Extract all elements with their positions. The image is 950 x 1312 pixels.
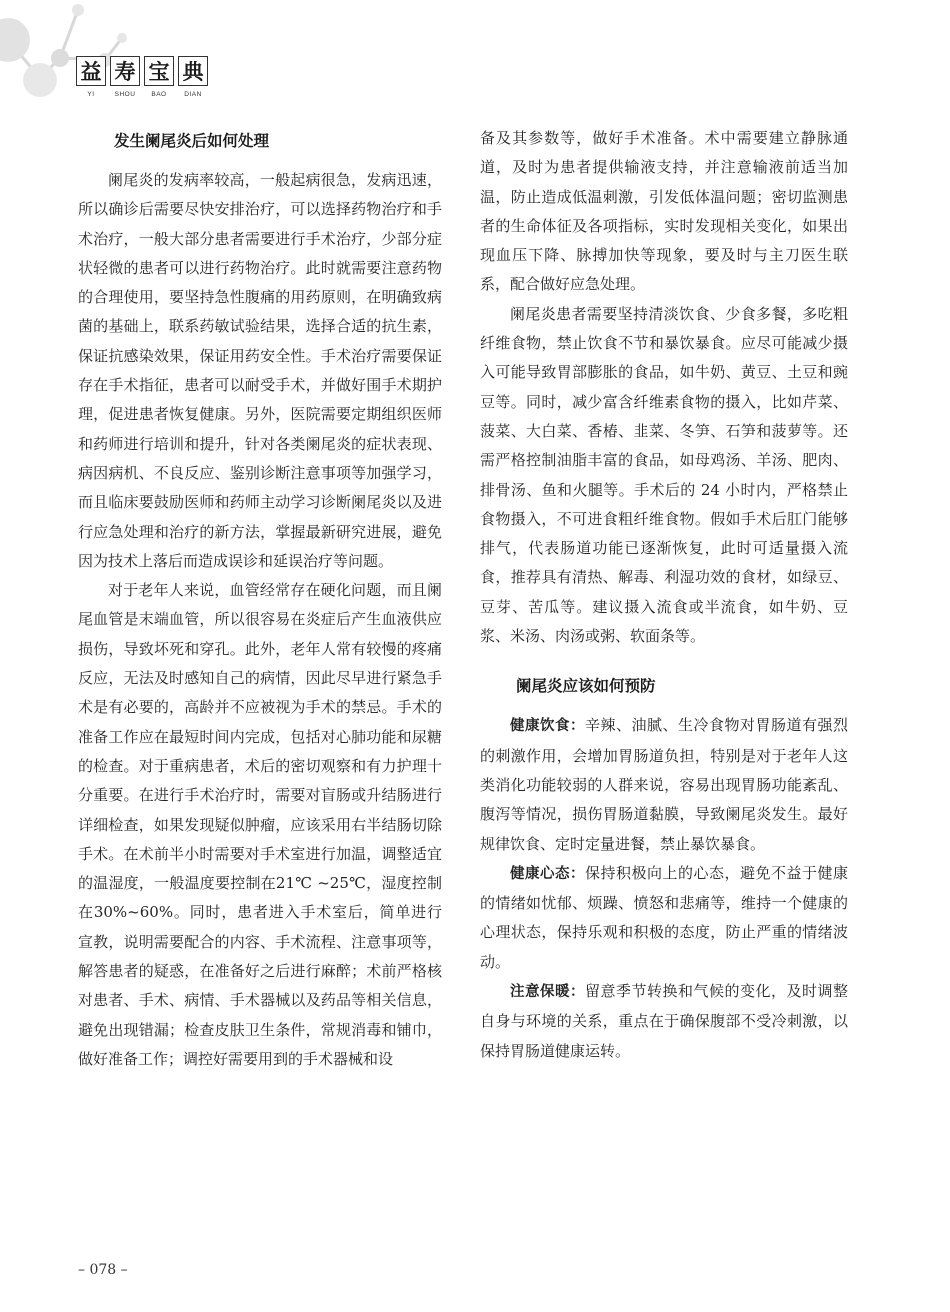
section-heading-treatment: 发生阑尾炎后如何处理 — [114, 132, 270, 150]
right-column — [480, 124, 848, 1066]
masthead-char: 益 — [76, 56, 106, 86]
prevention-item-text: 留意季节转换和气候的变化，及时调整自身与环境的关系，重点在于确保腹部不受冷刺激，以保持胃肠道健康运转。 — [480, 982, 848, 1060]
masthead-pinyin — [76, 91, 208, 98]
prevention-item — [480, 711, 848, 858]
prevention-item-label: 健康饮食： — [510, 718, 585, 735]
masthead-char: 宝 — [144, 56, 174, 86]
body-paragraph: 阑尾炎患者需要坚持清淡饮食、少食多餐，多吃粗纤维食物，禁止饮食不节和暴饮暴食。应尽可能减少摄入可能导致胃部膨胀的食品，如牛奶、黄豆、土豆和豌豆等。同时，减少富含纤维素食物的摄入，比如芹菜、菠菜、大白菜、香椿、韭菜、冬笋、石笋和菠萝等。还需严格控制油脂丰富的食品，如母鸡汤、羊汤、肥肉、排骨汤、鱼和火腿等。手术后的 24 小时内，严格禁止食物摄入，不可进食粗纤维食物。假如手术后肛门能够排气，代表肠道功能已逐渐恢复，此时可适量摄入流食，推荐具有清热、解毒、利湿功效的食材，如绿豆、豆芽、苦瓜等。建议摄入流食或半流食，如牛奶、豆浆、米汤、肉汤或粥、软面条等。 — [480, 304, 848, 646]
prevention-item — [480, 977, 848, 1066]
left-column — [78, 124, 442, 1074]
masthead — [76, 56, 208, 98]
page-number: – 078 – — [78, 1262, 128, 1278]
section-heading-prevention: 阑尾炎应该如何预防 — [516, 677, 656, 696]
masthead-pinyin-syllable: DIAN — [184, 91, 202, 98]
prevention-item-text: 辛辣、油腻、生冷食物对胃肠道有强烈的刺激作用，会增加胃肠道负担，特别是对于老年人这类消化功能较弱的人群来说，容易出现胃肠功能紊乱、腹泻等情况，损伤胃肠道黏膜，导致阑尾炎发生。最好规律饮食、定时定量进餐，禁止暴饮暴食。 — [480, 716, 848, 853]
masthead-logo — [76, 56, 208, 86]
section-spacer — [480, 651, 848, 669]
prevention-item-text: 保持积极向上的心态，避免不益于健康的情绪如忧郁、烦躁、愤怒和悲痛等，维持一个健康的心理状态，保持乐观和积极的态度，防止严重的情绪波动。 — [480, 863, 848, 971]
body-paragraph: 对于老年人来说，血管经常存在硬化问题，而且阑尾血管是末端血管，所以很容易在炎症后产生血液供应损伤，导致坏死和穿孔。此外，老年人常有较慢的疼痛反应，无法及时感知自己的病情，因此尽早进行紧急手术是有必要的，高龄并不应被视为手术的禁忌。手术的准备工作应在最短时间内完成，包括对心肺功能和尿糖的检查。对于重病患者，术后的密切观察和有力护理十分重要。在进行手术治疗时，需要对盲肠或升结肠进行详细检查，如果发现疑似肿瘤，应该采用右半结肠切除手术。在术前半小时需要对手术室进行加温，调整适宜的温湿度，一般温度要控制在21℃ ~25℃，湿度控制在30%~60%。同时，患者进入手术室后，简单进行宣教，说明需要配合的内容、手术流程、注意事项等，解答患者的疑惑，在准备好之后进行麻醉；术前严格核对患者、手术、病情、手术器械以及药品等相关信息，避免出现错漏；检查皮肤卫生条件，常规消毒和铺巾，做好准备工作；调控好需要用到的手术器械和设 — [78, 581, 442, 1068]
prevention-item — [480, 859, 848, 977]
masthead-pinyin-syllable: BAO — [151, 91, 167, 98]
masthead-pinyin-syllable: YI — [87, 91, 95, 98]
masthead-char: 典 — [178, 56, 208, 86]
prevention-item-label: 健康心态： — [510, 865, 585, 882]
body-paragraph-continued: 备及其参数等，做好手术准备。术中需要建立静脉通道，及时为患者提供输液支持，并注意输液前适当加温，防止造成低温刺激，引发低体温问题；密切监测患者的生命体征及各项指标，实时发现相关变化，如果出现血压下降、脉搏加快等现象，要及时与主刀医生联系，配合做好应急处理。 — [480, 129, 848, 294]
masthead-char: 寿 — [110, 56, 140, 86]
prevention-item-label: 注意保暖： — [510, 984, 585, 1001]
masthead-pinyin-syllable: SHOU — [114, 91, 136, 98]
body-paragraph: 阑尾炎的发病率较高，一般起病很急，发病迅速，所以确诊后需要尽快安排治疗，可以选择药物治疗和手术治疗，一般大部分患者需要进行手术治疗，少部分症状轻微的患者可以进行药物治疗。此时就需要注意药物的合理使用，要坚持急性腹痛的用药原则，在明确致病菌的基础上，联系药敏试验结果，选择合适的抗生素，保证抗感染效果，保证用药安全性。手术治疗需要保证存在手术指征，患者可以耐受手术，并做好围手术期护理，促进患者恢复健康。另外，医院需要定期组织医师和药师进行培训和提升，针对各类阑尾炎的症状表现、病因病机、不良反应、鉴别诊断注意事项等加强学习，而且临床要鼓励医师和药师主动学习诊断阑尾炎以及进行应急处理和治疗的新方法，掌握最新研究进展，避免因为技术上落后而造成误诊和延误治疗等问题。 — [78, 171, 442, 570]
